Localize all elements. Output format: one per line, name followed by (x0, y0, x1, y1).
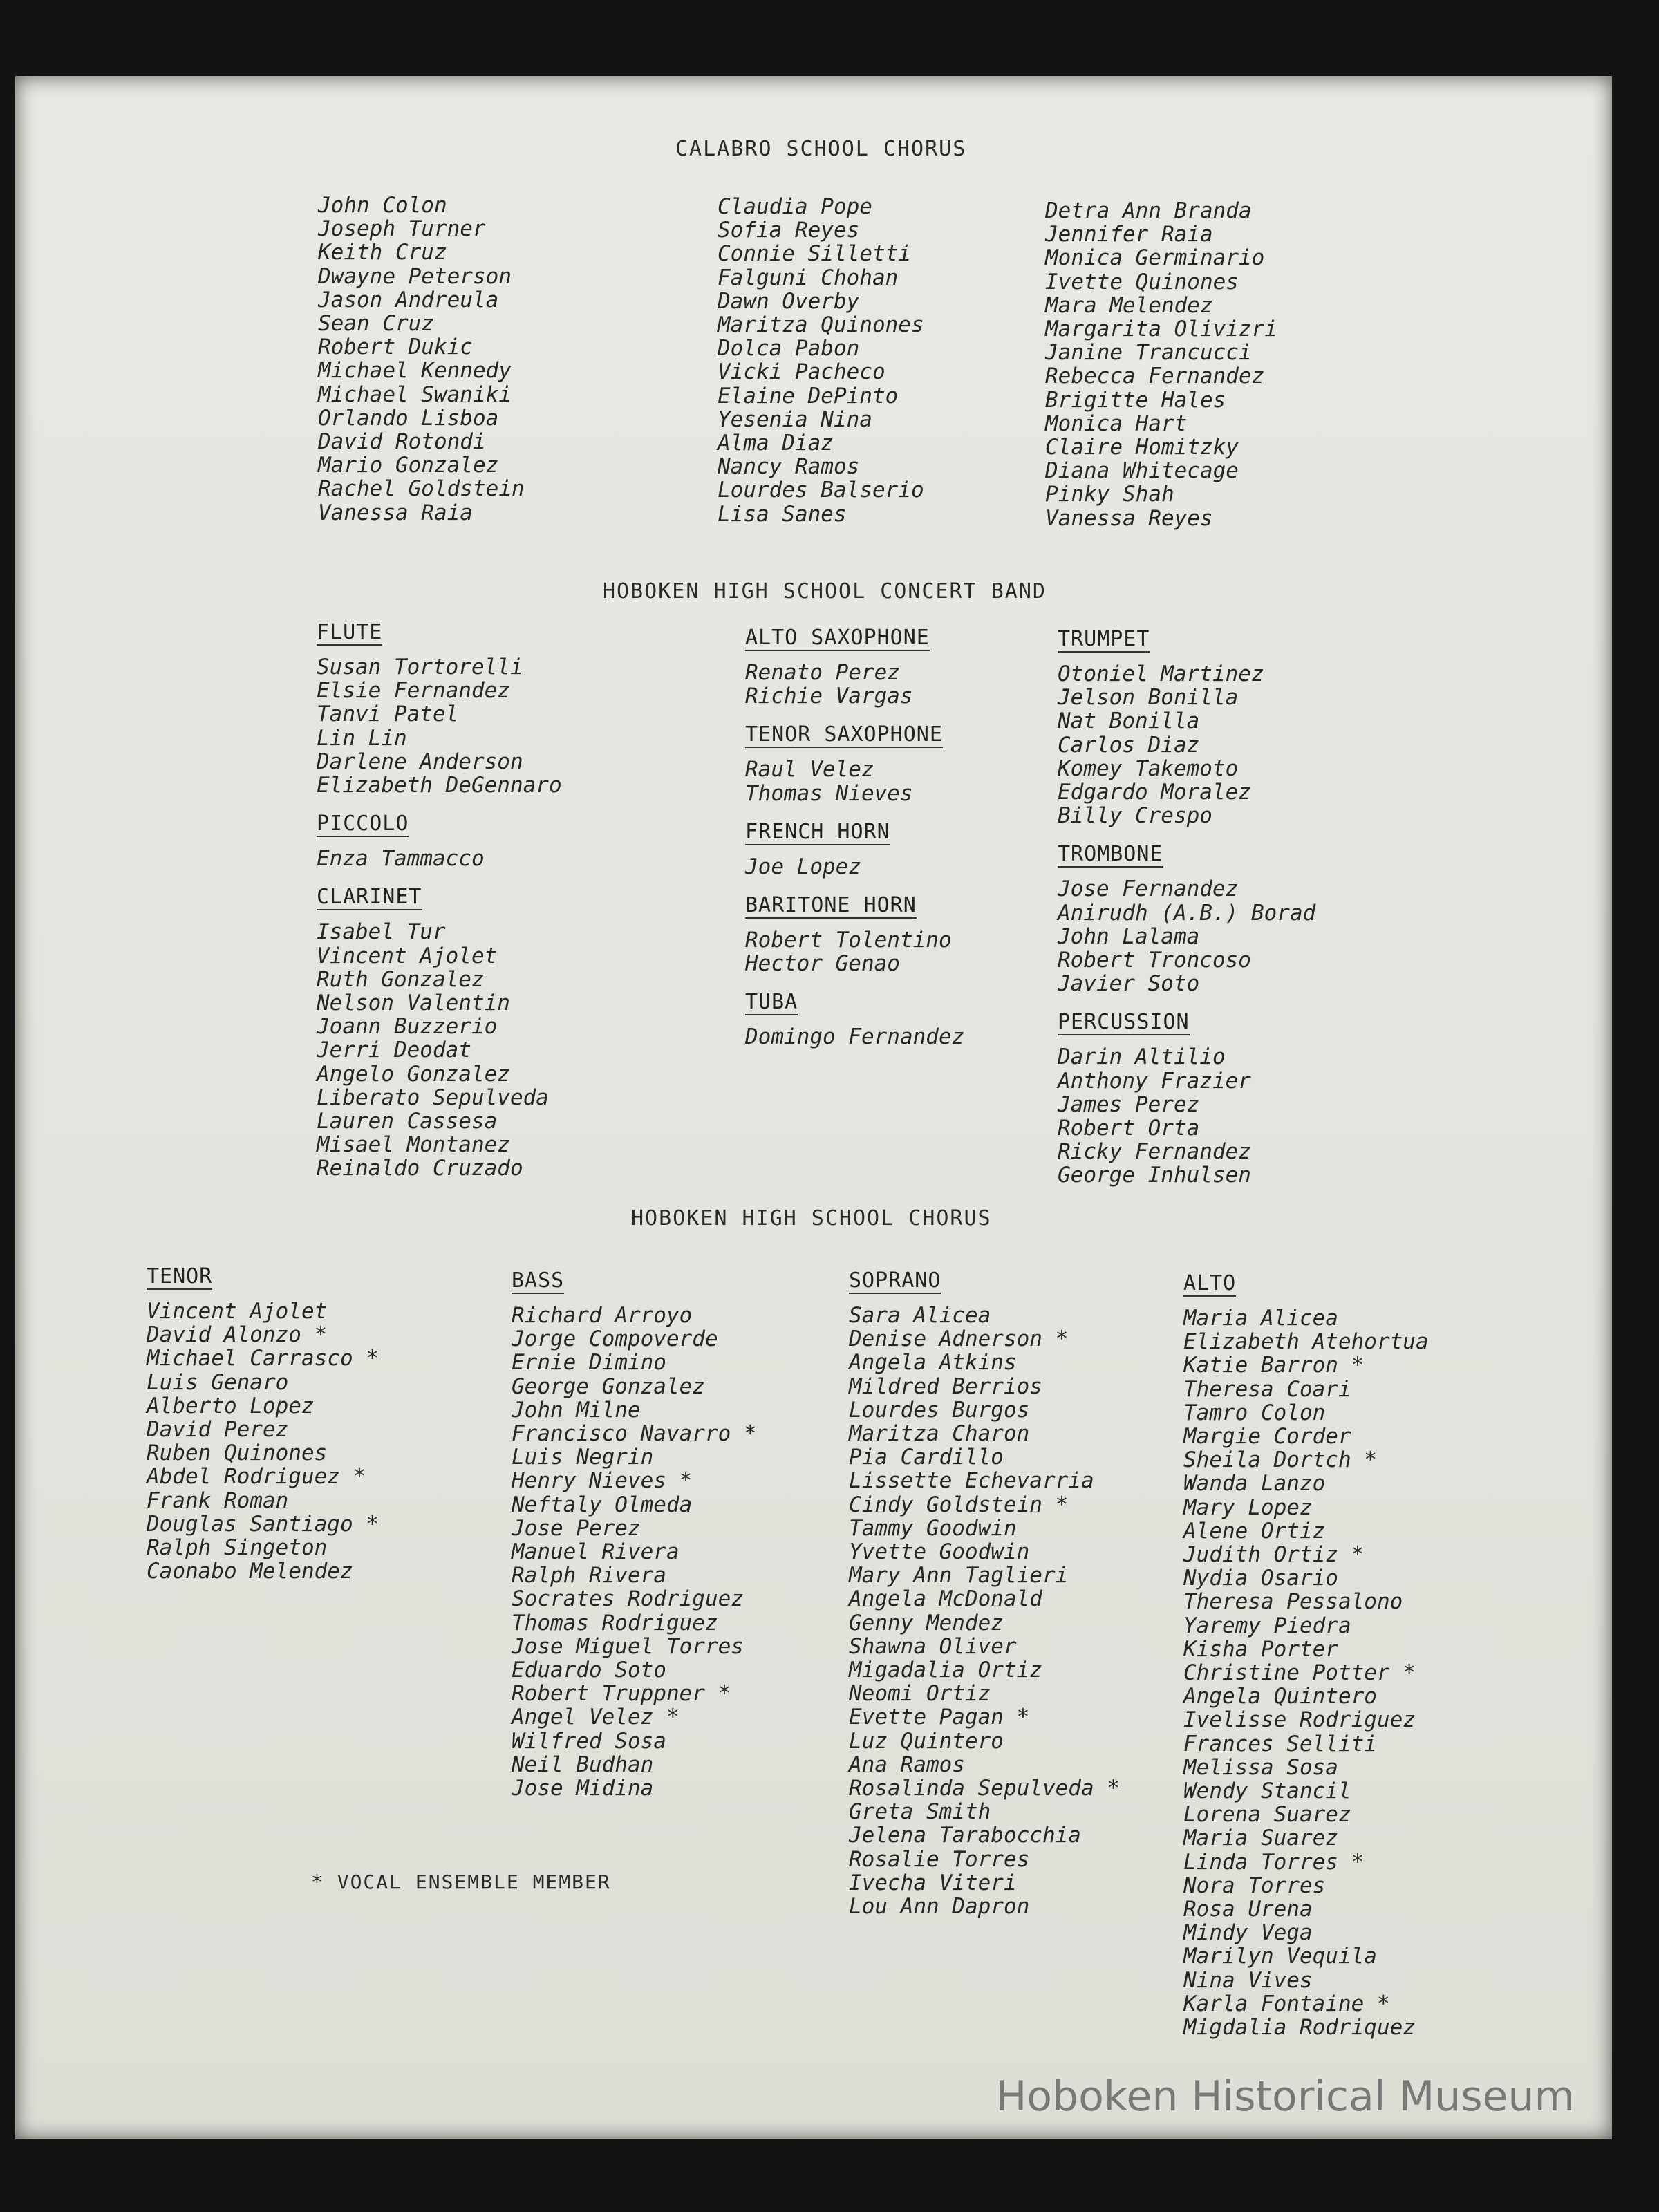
member-name: Rebecca Fernandez (1045, 364, 1265, 389)
member-name: Christine Potter * (1183, 1660, 1416, 1686)
member-name: Jose Midina (512, 1776, 654, 1801)
group-alto (1183, 1272, 1429, 2039)
group-tuba (745, 991, 964, 1049)
member-name: Angela McDonald (849, 1586, 1042, 1612)
member-name: Komey Takemoto (1058, 756, 1239, 781)
band-col-1 (317, 621, 562, 1196)
vocal-ensemble-note: * VOCAL ENSEMBLE MEMBER (311, 1871, 611, 1893)
member-name: Lourdes Balserio (718, 478, 924, 503)
member-name: John Lalama (1058, 924, 1200, 949)
member-name: Elsie Fernandez (317, 678, 510, 704)
section-heading: TROMBONE (1058, 842, 1163, 867)
member-name: David Alonzo * (147, 1322, 328, 1348)
member-name: Robert Troncoso (1058, 948, 1251, 973)
member-name: Elizabeth DeGennaro (317, 773, 562, 798)
member-name: Lisa Sanes (718, 501, 847, 527)
member-name: Vincent Ajolet (317, 943, 498, 968)
concert-band-title: HOBOKEN HIGH SCHOOL CONCERT BAND (603, 579, 1047, 603)
member-name: Genny Mendez (849, 1610, 1004, 1635)
group-tenor (147, 1265, 379, 1583)
member-name: Janine Trancucci (1045, 340, 1252, 366)
member-name: Douglas Santiago * (147, 1511, 379, 1537)
member-name: Vicki Pacheco (718, 359, 885, 385)
member-name: Jose Perez (512, 1515, 641, 1541)
band-col-3 (1058, 628, 1315, 1203)
member-name: Domingo Fernandez (745, 1024, 965, 1050)
section-heading: BARITONE HORN (745, 893, 917, 918)
group-piccolo (317, 812, 562, 870)
member-name: Alberto Lopez (147, 1393, 315, 1418)
member-name: Sheila Dortch * (1183, 1447, 1377, 1473)
member-name: Jorge Compoverde (512, 1327, 718, 1352)
member-name: Jerri Deodat (317, 1038, 471, 1063)
member-name: Misael Montanez (317, 1132, 510, 1158)
member-name: Otoniel Martinez (1058, 662, 1264, 686)
member-name: Nina Vives (1183, 1967, 1313, 1993)
member-name: Raul Velez (745, 757, 874, 782)
member-name: Richie Vargas (745, 684, 913, 709)
member-name: Richard Arroyo (512, 1303, 693, 1328)
member-name: Mary Ann Taglieri (849, 1563, 1069, 1588)
member-name: Ivecha Viteri (849, 1870, 1017, 1895)
member-name: Joe Lopez (745, 854, 861, 879)
section-heading: ALTO (1183, 1271, 1237, 1295)
member-name: Rosalinda Sepulveda * (849, 1776, 1120, 1801)
member-name: Detra Ann Branda (1045, 198, 1252, 223)
member-name: David Rotondi (318, 429, 486, 455)
member-name: Angela Quintero (1183, 1684, 1377, 1709)
section-heading: PICCOLO (317, 812, 409, 836)
member-name: Vanessa Raia (318, 500, 473, 525)
group-bass (512, 1269, 757, 1800)
member-name: Jelson Bonilla (1058, 685, 1239, 711)
member-name: Migadalia Ortiz (849, 1658, 1042, 1683)
member-name: John Colon (318, 193, 447, 218)
member-name: Ana Ramos (849, 1752, 965, 1777)
member-name: Ricky Fernandez (1058, 1139, 1251, 1165)
member-name: Joann Buzzerio (317, 1014, 498, 1040)
member-name: Yesenia Nina (718, 406, 872, 432)
member-name: Dawn Overby (718, 288, 860, 314)
member-name: Ralph Rivera (512, 1563, 666, 1588)
member-name: Katie Barron * (1183, 1353, 1365, 1378)
member-name: Jennifer Raia (1045, 222, 1213, 247)
member-name: Jose Fernandez (1058, 877, 1239, 902)
section-heading: TUBA (745, 990, 798, 1015)
member-name: Enza Tammacco (317, 846, 485, 872)
member-name: Neil Budhan (512, 1752, 654, 1777)
member-name: Hector Genao (745, 951, 900, 977)
member-name: Migdalia Rodriquez (1183, 2015, 1416, 2041)
calabro-col-1 (318, 194, 525, 525)
member-name: Linda Torres * (1183, 1849, 1365, 1875)
calabro-col-2 (718, 195, 924, 526)
member-name: Alma Diaz (718, 431, 834, 456)
member-name: Darlene Anderson (317, 749, 523, 774)
member-name: George Gonzalez (512, 1374, 705, 1399)
member-name: Manuel Rivera (512, 1539, 679, 1565)
member-name: Lauren Cassesa (317, 1109, 498, 1134)
member-name: Maria Alicea (1183, 1306, 1338, 1331)
member-name: Robert Orta (1058, 1116, 1200, 1141)
member-name: Connie Silletti (718, 241, 911, 267)
member-name: Dwayne Peterson (318, 263, 512, 289)
member-name: Javier Soto (1058, 971, 1200, 997)
member-name: Luis Genaro (147, 1369, 289, 1395)
member-name: Luz Quintero (849, 1728, 1004, 1754)
member-name: Tanvi Patel (317, 702, 459, 727)
member-name: Yaremy Piedra (1183, 1613, 1351, 1638)
calabro-col-3 (1045, 199, 1277, 530)
member-name: Claudia Pope (718, 194, 872, 219)
section-heading: FLUTE (317, 620, 383, 644)
member-name: Lourdes Burgos (849, 1397, 1030, 1423)
member-name: Elaine DePinto (718, 383, 899, 409)
member-name: Rosa Urena (1183, 1897, 1313, 1922)
member-name: Michael Kennedy (318, 358, 512, 384)
member-name: Orlando Lisboa (318, 405, 499, 431)
member-name: Keith Cruz (318, 240, 447, 265)
member-name: Frank Roman (147, 1488, 289, 1513)
member-name: Eduardo Soto (512, 1658, 666, 1683)
member-name: Lou Ann Dapron (849, 1894, 1030, 1920)
chorus-col-tenor (147, 1265, 379, 1598)
member-name: Shawna Oliver (849, 1633, 1017, 1659)
member-name: Ernie Dimino (512, 1350, 666, 1376)
member-name: Rachel Goldstein (318, 476, 525, 502)
band-col-2 (745, 626, 964, 1065)
member-name: Caonabo Melendez (147, 1559, 353, 1584)
member-name: Marilyn Vequila (1183, 1944, 1377, 1969)
member-name: Ruben Quinones (147, 1441, 328, 1466)
member-name: Ivette Quinones (1045, 269, 1239, 294)
member-name: Billy Crespo (1058, 803, 1212, 829)
museum-watermark: Hoboken Historical Museum (995, 2072, 1575, 2121)
member-name: Francisco Navarro * (512, 1421, 757, 1447)
member-name: Mindy Vega (1183, 1920, 1313, 1946)
member-name: Isabel Tur (317, 919, 446, 945)
group-alto-saxophone (745, 626, 964, 708)
member-name: Brigitte Hales (1045, 387, 1226, 413)
member-name: Theresa Pessalono (1183, 1589, 1403, 1615)
member-name: Robert Dukic (318, 335, 473, 360)
member-name: Mildred Berrios (849, 1374, 1042, 1399)
member-name: Yvette Goodwin (849, 1539, 1030, 1565)
member-name: Monica Germinario (1045, 245, 1265, 271)
member-name: Vanessa Reyes (1045, 505, 1213, 531)
member-name: Sofia Reyes (718, 218, 860, 243)
member-name: Angelo Gonzalez (317, 1061, 510, 1087)
group-trumpet (1058, 628, 1315, 827)
member-name: Monica Hart (1045, 411, 1188, 436)
member-name: James Perez (1058, 1091, 1200, 1117)
member-name: Kisha Porter (1183, 1636, 1338, 1662)
chorus-col-alto (1183, 1272, 1429, 2054)
member-name: Wendy Stancil (1183, 1779, 1351, 1804)
member-name: Mary Lopez (1183, 1494, 1313, 1520)
member-name: Edgardo Moralez (1058, 780, 1251, 805)
chorus-col-bass (512, 1269, 757, 1815)
section-heading: BASS (512, 1268, 565, 1293)
member-name: Reinaldo Cruzado (317, 1156, 523, 1181)
member-name: Melissa Sosa (1183, 1754, 1338, 1780)
member-name: Lorena Suarez (1183, 1802, 1351, 1828)
member-name: Michael Carrasco * (147, 1346, 379, 1371)
member-name: Maritza Quinones (718, 312, 924, 338)
member-name: Maritza Charon (849, 1421, 1030, 1447)
member-name: Susan Tortorelli (317, 655, 523, 679)
member-name: Tammy Goodwin (849, 1515, 1017, 1541)
member-name: Robert Tolentino (745, 928, 952, 953)
section-heading: TRUMPET (1058, 627, 1150, 651)
member-name: Nydia Osario (1183, 1566, 1338, 1591)
member-name: Theresa Coari (1183, 1376, 1351, 1402)
member-name: Pia Cardillo (849, 1445, 1004, 1470)
member-name: Sara Alicea (849, 1303, 991, 1328)
member-name: Abdel Rodriguez * (147, 1464, 366, 1490)
group-baritone-horn (745, 894, 964, 975)
member-name: Socrates Rodriguez (512, 1586, 744, 1612)
section-heading: TENOR (147, 1264, 213, 1288)
member-name: Falguni Chohan (718, 265, 899, 290)
member-name: Wilfred Sosa (512, 1728, 666, 1754)
member-name: Elizabeth Atehortua (1183, 1329, 1429, 1355)
member-name: Luis Negrin (512, 1445, 654, 1470)
member-name: Cindy Goldstein * (849, 1492, 1069, 1517)
calabro-chorus-title: CALABRO SCHOOL CHORUS (675, 137, 967, 161)
member-name: Henry Nieves * (512, 1468, 693, 1494)
member-name: Denise Adnerson * (849, 1327, 1069, 1352)
member-name: Judith Ortiz * (1183, 1542, 1365, 1568)
member-name: John Milne (512, 1397, 641, 1423)
member-name: Nancy Ramos (718, 454, 860, 480)
member-name: Tamro Colon (1183, 1400, 1326, 1425)
member-name: Ralph Singeton (147, 1535, 328, 1561)
member-name: Jason Andreula (318, 287, 499, 312)
member-name: Greta Smith (849, 1799, 991, 1825)
member-name: Renato Perez (745, 660, 900, 685)
member-name: George Inhulsen (1058, 1163, 1251, 1188)
member-name: Angel Velez * (512, 1705, 679, 1730)
member-name: Jose Miguel Torres (512, 1633, 744, 1659)
member-name: Claire Homitzky (1045, 435, 1239, 460)
group-trombone (1058, 843, 1315, 995)
group-soprano (849, 1269, 1120, 1918)
member-name: Dolca Pabon (718, 336, 860, 362)
group-percussion (1058, 1011, 1315, 1187)
member-name: Michael Swaniki (318, 382, 512, 407)
member-name: Rosalie Torres (849, 1846, 1030, 1872)
group-flute (317, 621, 562, 797)
member-name: Neomi Ortiz (849, 1681, 991, 1707)
group-french-horn (745, 821, 964, 879)
member-name: Alene Ortiz (1183, 1518, 1326, 1544)
member-name: Sean Cruz (318, 311, 434, 337)
member-name: Maria Suarez (1183, 1826, 1338, 1851)
member-name: Anthony Frazier (1058, 1068, 1251, 1094)
member-name: Margarita Olivizri (1045, 317, 1277, 342)
member-name: Robert Truppner * (512, 1681, 731, 1707)
member-name: Anirudh (A.B.) Borad (1058, 900, 1316, 926)
group-tenor-saxophone (745, 723, 964, 805)
member-name: Lin Lin (317, 725, 407, 751)
member-name: Darin Altilio (1058, 1044, 1226, 1070)
member-name: Neftaly Olmeda (512, 1492, 693, 1517)
member-name: Ruth Gonzalez (317, 966, 485, 992)
member-name: Nora Torres (1183, 1873, 1326, 1898)
section-heading: CLARINET (317, 885, 422, 910)
group-clarinet (317, 885, 562, 1180)
member-name: Thomas Rodriguez (512, 1610, 718, 1635)
member-name: Diana Whitecage (1045, 458, 1239, 484)
member-name: Karla Fontaine * (1183, 1991, 1390, 2016)
member-name: Mara Melendez (1045, 292, 1213, 318)
member-name: Nat Bonilla (1058, 709, 1200, 734)
member-name: Lissette Echevarria (849, 1468, 1094, 1494)
member-name: Wanda Lanzo (1183, 1471, 1326, 1497)
member-name: Thomas Nieves (745, 780, 913, 806)
member-name: Carlos Diaz (1058, 732, 1200, 758)
section-heading: PERCUSSION (1058, 1010, 1190, 1035)
section-heading: ALTO SAXOPHONE (745, 626, 930, 650)
member-name: Liberato Sepulveda (317, 1085, 549, 1110)
member-name: Angela Atkins (849, 1350, 1017, 1376)
high-school-chorus-title: HOBOKEN HIGH SCHOOL CHORUS (631, 1206, 992, 1230)
member-name: David Perez (147, 1417, 289, 1443)
member-name: Margie Corder (1183, 1424, 1351, 1450)
chorus-col-soprano (849, 1269, 1120, 1933)
section-heading: SOPRANO (849, 1268, 941, 1293)
member-name: Ivelisse Rodriguez (1183, 1707, 1416, 1733)
member-name: Evette Pagan * (849, 1705, 1030, 1730)
member-name: Pinky Shah (1045, 482, 1174, 507)
member-name: Frances Selliti (1183, 1731, 1377, 1756)
member-name: Joseph Turner (318, 216, 486, 242)
member-name: Vincent Ajolet (147, 1299, 328, 1324)
member-name: Mario Gonzalez (318, 453, 499, 478)
section-heading: FRENCH HORN (745, 819, 890, 844)
member-name: Jelena Tarabocchia (849, 1823, 1081, 1848)
member-name: Nelson Valentin (317, 991, 510, 1016)
section-heading: TENOR SAXOPHONE (745, 722, 943, 747)
